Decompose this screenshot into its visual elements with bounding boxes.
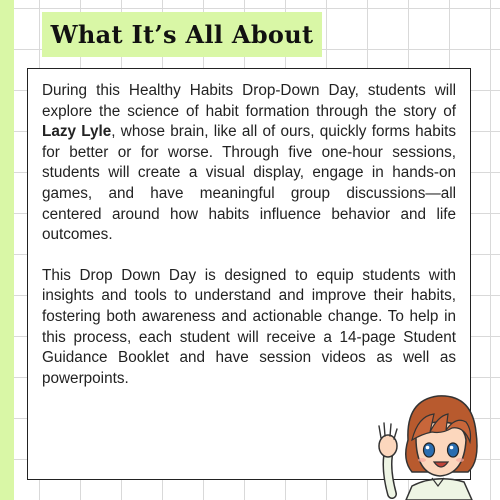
left-accent-stripe bbox=[0, 0, 14, 500]
cartoon-boy-illustration bbox=[372, 382, 500, 500]
intro-text-end: , whose brain, like all of ours, quickly forms habits for better or for worse. Through five one-hour sessions, students will create a visual display, engage in hands-on games, and have meaningful group discussions—all centered around how habits influence behavior and life outcomes. bbox=[42, 123, 456, 244]
page-title: What It’s All About bbox=[50, 20, 314, 49]
title-banner bbox=[42, 12, 322, 57]
paragraph-intro bbox=[42, 81, 456, 246]
intro-text-start: During this Healthy Habits Drop-Down Day, students will explore the science of habit formation through the story of bbox=[42, 82, 456, 120]
paragraph-purpose: This Drop Down Day is designed to equip students with insights and tools to understand and improve their habits, fostering both awareness and actionable change. To help in this process, each student will receive a 14-page Student Guidance Booklet and have session videos as well as powerpoints. bbox=[42, 266, 456, 387]
lazy-lyle-highlight: Lazy Lyle bbox=[42, 123, 112, 141]
